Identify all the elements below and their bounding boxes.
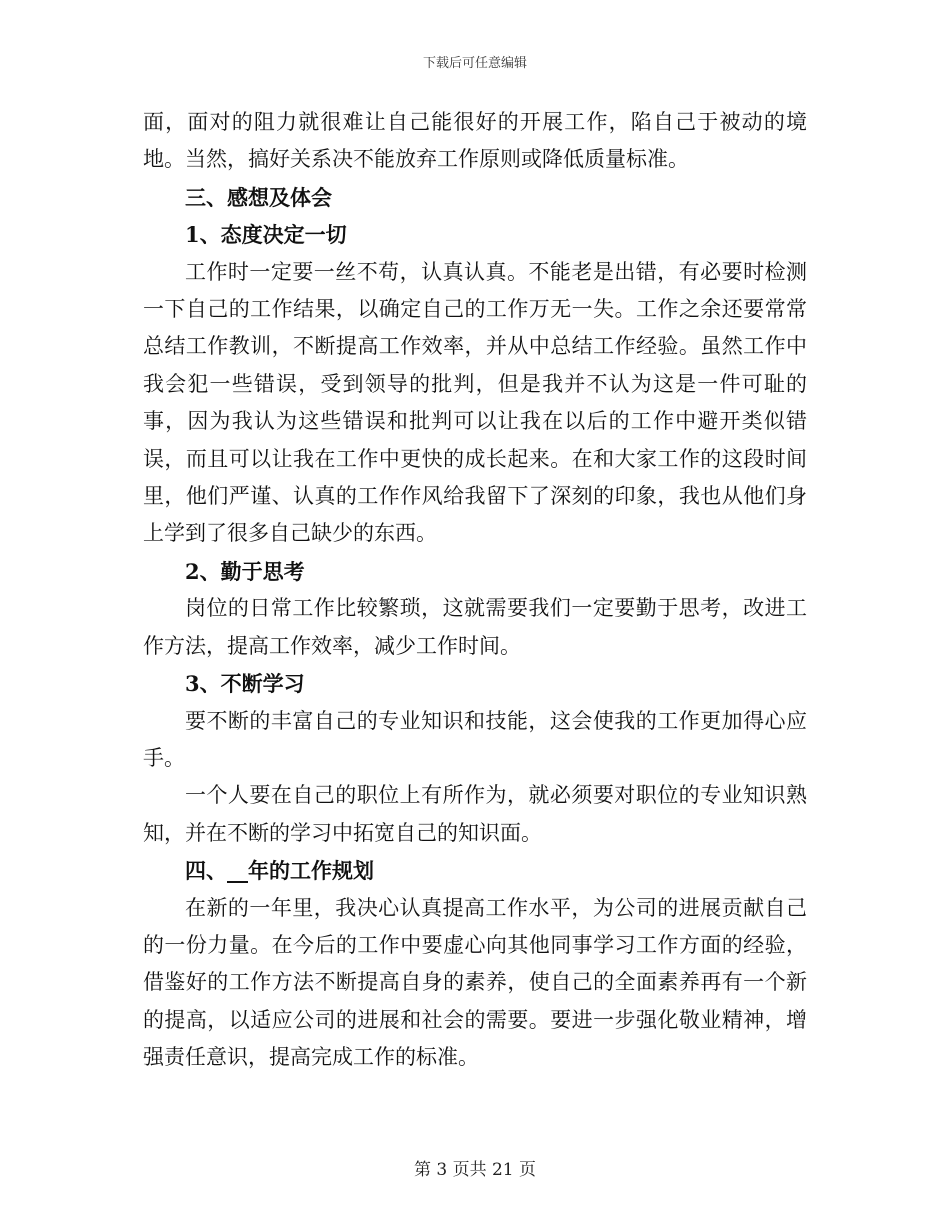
section-heading-3: 三、感想及体会 bbox=[185, 184, 332, 210]
paragraph-attitude: 工作时一定要一丝不苟，认真认真。不能老是出错，有必要时检测一下自己的工作结果，以确定自己的工作万无一失。工作之余还要常常总结工作教训，不断提高工作效率，并从中总结工作经验。虽然工作中我会犯一些错误，受到领导的批判，但是我并不认为这是一件可耻的事，因为我认为这些错误和批判可以让我在以后的工作中避开类似错误，而且可以让我在工作中更快的成长起来。在和大家工作的这段时间里，他们严谨、认真的工作作风给我留下了深刻的印象，我也从他们身上学到了很多自己缺少的东西。 bbox=[143, 259, 807, 546]
section-heading-4: 四、__年的工作规划 bbox=[185, 858, 374, 884]
page-header: 下载后可任意编辑 bbox=[422, 56, 527, 71]
paragraph-continuation: 面，面对的阻力就很难让自己能很好的开展工作，陷自己于被动的境地。当然，搞好关系决不能放弃工作原则或降低质量标准。 bbox=[143, 110, 807, 172]
document-body bbox=[143, 104, 807, 1077]
subheading-learning: 3、不断学习 bbox=[185, 671, 305, 697]
paragraph-thinking: 岗位的日常工作比较繁琐，这就需要我们一定要勤于思考，改进工作方法，提高工作效率，减少工作时间。 bbox=[143, 596, 807, 658]
subheading-attitude: 1、态度决定一切 bbox=[185, 222, 347, 248]
subheading-thinking: 2、勤于思考 bbox=[185, 558, 305, 584]
paragraph-learning-1: 要不断的丰富自己的专业知识和技能，这会使我的工作更加得心应手。 bbox=[143, 708, 807, 770]
page-footer: 第 3 页共 21 页 bbox=[413, 1160, 537, 1180]
paragraph-learning-2: 一个人要在自己的职位上有所作为，就必须要对职位的专业知识熟知，并在不断的学习中拓宽自己的知识面。 bbox=[143, 783, 807, 845]
paragraph-plan: 在新的一年里，我决心认真提高工作水平，为公司的进展贡献自己的一份力量。在今后的工作中要虚心向其他同事学习工作方面的经验，借鉴好的工作方法不断提高自身的素养，使自己的全面素养再有一个新的提高，以适应公司的进展和社会的需要。要进一步强化敬业精神，增强责任意识，提高完成工作的标准。 bbox=[143, 895, 807, 1070]
